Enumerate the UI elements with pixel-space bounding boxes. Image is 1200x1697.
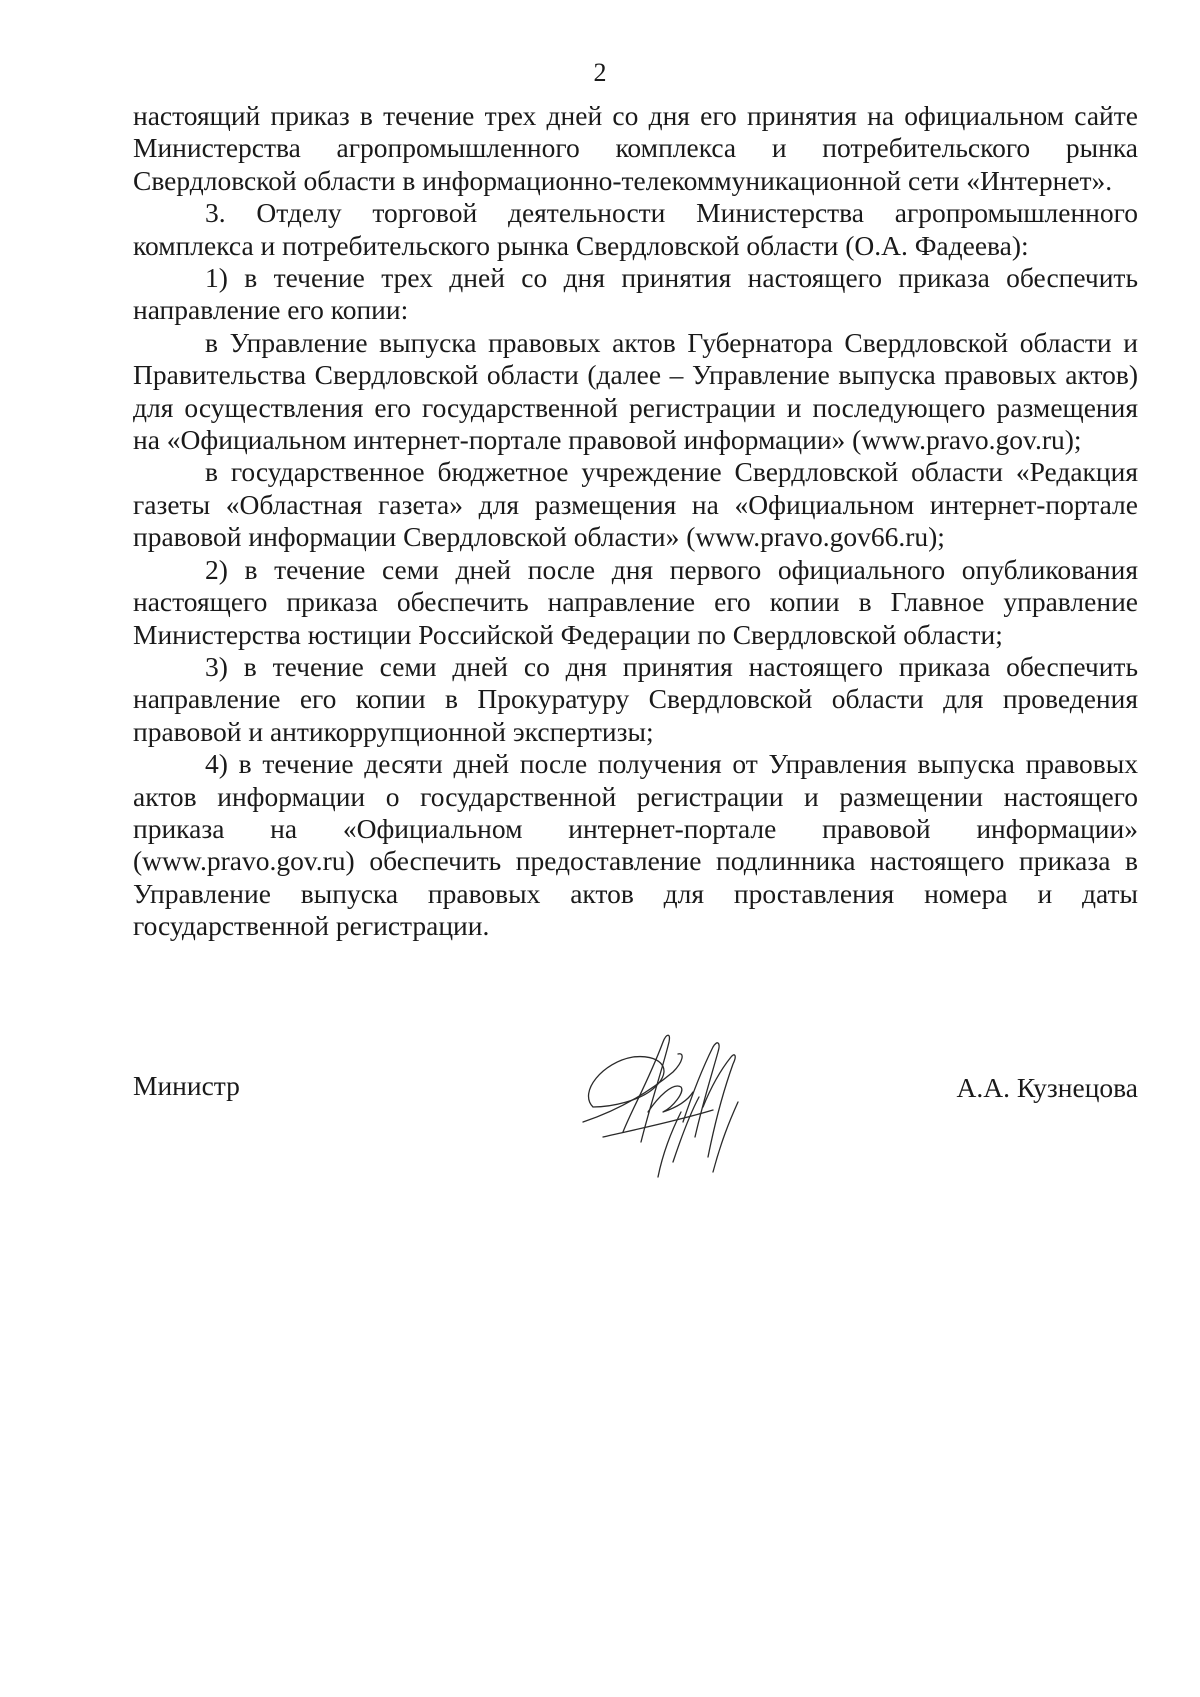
paragraph-subitem-4: 4) в течение десяти дней после получения от Управления выпуска правовых актов информации о государственной регистрации и размещении настоящего приказа на «Официальном интернет-портале правовой информации» (www.pravo.gov.ru) обеспечить предоставление подлинника настоящего приказа в Управление выпуска правовых актов для проставления номера и даты государственной регистрации. bbox=[133, 748, 1138, 942]
paragraph-recipient-legal-acts-department: в Управление выпуска правовых актов Губернатора Свердловской области и Правительства Свердловской области (далее – Управление выпуска правовых актов) для осуществления его государственной регистрации и последующего размещения на «Официальном интернет-портале правовой информации» (www.pravo.gov.ru); bbox=[133, 326, 1138, 456]
signature-block bbox=[133, 1060, 1138, 1210]
handwritten-signature bbox=[563, 1012, 763, 1202]
paragraph-recipient-oblastnaya-gazeta: в государственное бюджетное учреждение Свердловской области «Редакция газеты «Областная газета» для размещения на «Официальном интернет-портале правовой информации Свердловской области» (www.pravo.gov66.ru); bbox=[133, 456, 1138, 553]
signer-name: А.А. Кузнецова bbox=[956, 1072, 1138, 1103]
paragraph-subitem-1: 1) в течение трех дней со дня принятия настоящего приказа обеспечить направление его копии: bbox=[133, 262, 1138, 326]
page-number: 2 bbox=[593, 58, 607, 87]
paragraph-subitem-3: 3) в течение семи дней со дня принятия настоящего приказа обеспечить направление его копии в Прокуратуру Свердловской области для проведения правовой и антикоррупционной экспертизы; bbox=[133, 650, 1138, 747]
paragraph-continuation: настоящий приказ в течение трех дней со дня его принятия на официальном сайте Министерства агропромышленного комплекса и потребительского рынка Свердловской области в информационно-телекоммуникационной сети «Интернет». bbox=[133, 100, 1138, 196]
document-body bbox=[133, 100, 1138, 943]
signer-position: Министр bbox=[133, 1070, 240, 1101]
paragraph-item-3: 3. Отделу торговой деятельности Министерства агропромышленного комплекса и потребительского рынка Свердловской области (О.А. Фадеева): bbox=[133, 197, 1138, 261]
paragraph-subitem-2: 2) в течение семи дней после дня первого официального опубликования настоящего приказа обеспечить направление его копии в Главное управление Министерства юстиции Российской Федерации по Свердловской области; bbox=[133, 553, 1138, 650]
